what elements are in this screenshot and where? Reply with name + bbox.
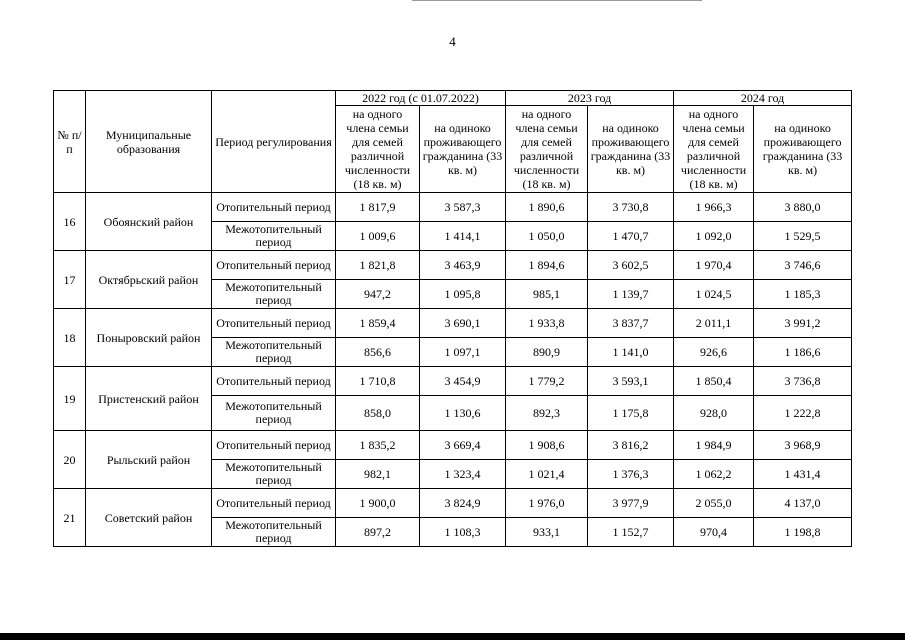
header-period: Период регулирования: [212, 91, 336, 193]
header-year-2023: 2023 год: [506, 91, 674, 106]
value-cell: 1 108,3: [420, 518, 506, 547]
value-cell: 3 690,1: [420, 309, 506, 338]
value-cell: 1 890,6: [506, 193, 588, 222]
value-cell: 1 130,6: [420, 396, 506, 431]
value-cell: 3 602,5: [588, 251, 674, 280]
row-number: 16: [54, 193, 86, 251]
value-cell: 3 824,9: [420, 489, 506, 518]
row-number: 21: [54, 489, 86, 547]
value-cell: 1 821,8: [336, 251, 420, 280]
value-cell: 1 062,2: [674, 460, 754, 489]
value-cell: 982,1: [336, 460, 420, 489]
period-label: Межотопительный период: [212, 280, 336, 309]
table-row: [54, 309, 852, 338]
value-cell: 3 669,4: [420, 431, 506, 460]
value-cell: 1 152,7: [588, 518, 674, 547]
period-label: Отопительный период: [212, 489, 336, 518]
period-label: Межотопительный период: [212, 222, 336, 251]
value-cell: 1 376,3: [588, 460, 674, 489]
value-cell: 892,3: [506, 396, 588, 431]
value-cell: 985,1: [506, 280, 588, 309]
value-cell: 856,6: [336, 338, 420, 367]
value-cell: 1 097,1: [420, 338, 506, 367]
value-cell: 3 736,8: [754, 367, 852, 396]
period-label: Отопительный период: [212, 193, 336, 222]
municipality-name: Рыльский район: [86, 431, 212, 489]
header-per-member-2022: на одного члена семьи для семей различной численности (18 кв. м): [336, 106, 420, 193]
value-cell: 1 984,9: [674, 431, 754, 460]
value-cell: 897,2: [336, 518, 420, 547]
table-row: [54, 431, 852, 460]
table-body: [54, 193, 852, 547]
municipality-name: Обоянский район: [86, 193, 212, 251]
header-single-2022: на одиноко проживающего гражданина (33 кв. м): [420, 106, 506, 193]
value-cell: 2 011,1: [674, 309, 754, 338]
value-cell: 3 593,1: [588, 367, 674, 396]
value-cell: 3 730,8: [588, 193, 674, 222]
period-label: Межотопительный период: [212, 338, 336, 367]
row-number: 19: [54, 367, 86, 431]
value-cell: 3 968,9: [754, 431, 852, 460]
value-cell: 1 817,9: [336, 193, 420, 222]
header-per-member-2023: на одного члена семьи для семей различной численности (18 кв. м): [506, 106, 588, 193]
value-cell: 2 055,0: [674, 489, 754, 518]
top-rule: [412, 0, 702, 1]
value-cell: 3 977,9: [588, 489, 674, 518]
value-cell: 970,4: [674, 518, 754, 547]
municipality-name: Пристенский район: [86, 367, 212, 431]
value-cell: 1 970,4: [674, 251, 754, 280]
header-single-2024: на одиноко проживающего гражданина (33 кв. м): [754, 106, 852, 193]
period-label: Отопительный период: [212, 431, 336, 460]
period-label: Межотопительный период: [212, 396, 336, 431]
value-cell: 928,0: [674, 396, 754, 431]
row-number: 17: [54, 251, 86, 309]
municipality-name: Советский район: [86, 489, 212, 547]
municipality-name: Октябрьский район: [86, 251, 212, 309]
value-cell: 3 991,2: [754, 309, 852, 338]
value-cell: 1 966,3: [674, 193, 754, 222]
period-label: Межотопительный период: [212, 460, 336, 489]
value-cell: 1 175,8: [588, 396, 674, 431]
value-cell: 926,6: [674, 338, 754, 367]
table-row: [54, 193, 852, 222]
period-label: Отопительный период: [212, 251, 336, 280]
row-number: 20: [54, 431, 86, 489]
header-row-years: [54, 91, 852, 106]
page-number: 4: [449, 34, 456, 49]
value-cell: 1 095,8: [420, 280, 506, 309]
value-cell: 1 431,4: [754, 460, 852, 489]
value-cell: 890,9: [506, 338, 588, 367]
value-cell: 1 323,4: [420, 460, 506, 489]
table-header: [54, 91, 852, 193]
value-cell: 1 009,6: [336, 222, 420, 251]
period-label: Отопительный период: [212, 367, 336, 396]
value-cell: 933,1: [506, 518, 588, 547]
row-number: 18: [54, 309, 86, 367]
header-single-2023: на одиноко проживающего гражданина (33 кв. м): [588, 106, 674, 193]
period-label: Отопительный период: [212, 309, 336, 338]
value-cell: 3 837,7: [588, 309, 674, 338]
municipality-name: Поныровский район: [86, 309, 212, 367]
value-cell: 1 092,0: [674, 222, 754, 251]
period-label: Межотопительный период: [212, 518, 336, 547]
value-cell: 1 859,4: [336, 309, 420, 338]
value-cell: 1 850,4: [674, 367, 754, 396]
value-cell: 1 141,0: [588, 338, 674, 367]
value-cell: 1 139,7: [588, 280, 674, 309]
value-cell: 1 529,5: [754, 222, 852, 251]
value-cell: 947,2: [336, 280, 420, 309]
header-municipality: Муниципальные образования: [86, 91, 212, 193]
value-cell: 1 186,6: [754, 338, 852, 367]
header-year-2024: 2024 год: [674, 91, 852, 106]
value-cell: 3 880,0: [754, 193, 852, 222]
table-row: [54, 367, 852, 396]
tariff-table: [53, 90, 852, 547]
header-year-2022: 2022 год (с 01.07.2022): [336, 91, 506, 106]
value-cell: 1 024,5: [674, 280, 754, 309]
value-cell: 3 746,6: [754, 251, 852, 280]
value-cell: 4 137,0: [754, 489, 852, 518]
value-cell: 1 900,0: [336, 489, 420, 518]
table-row: [54, 251, 852, 280]
value-cell: 1 470,7: [588, 222, 674, 251]
value-cell: 1 021,4: [506, 460, 588, 489]
value-cell: 3 454,9: [420, 367, 506, 396]
header-per-member-2024: на одного члена семьи для семей различной численности (18 кв. м): [674, 106, 754, 193]
value-cell: 3 463,9: [420, 251, 506, 280]
value-cell: 1 976,0: [506, 489, 588, 518]
value-cell: 1 222,8: [754, 396, 852, 431]
scan-bottom-edge: [0, 633, 905, 640]
value-cell: 3 587,3: [420, 193, 506, 222]
value-cell: 1 908,6: [506, 431, 588, 460]
value-cell: 1 835,2: [336, 431, 420, 460]
value-cell: 1 050,0: [506, 222, 588, 251]
value-cell: 1 779,2: [506, 367, 588, 396]
value-cell: 1 710,8: [336, 367, 420, 396]
header-num: № п/п: [54, 91, 86, 193]
value-cell: 1 185,3: [754, 280, 852, 309]
value-cell: 1 198,8: [754, 518, 852, 547]
value-cell: 1 414,1: [420, 222, 506, 251]
table-row: [54, 489, 852, 518]
value-cell: 858,0: [336, 396, 420, 431]
value-cell: 1 894,6: [506, 251, 588, 280]
value-cell: 1 933,8: [506, 309, 588, 338]
value-cell: 3 816,2: [588, 431, 674, 460]
